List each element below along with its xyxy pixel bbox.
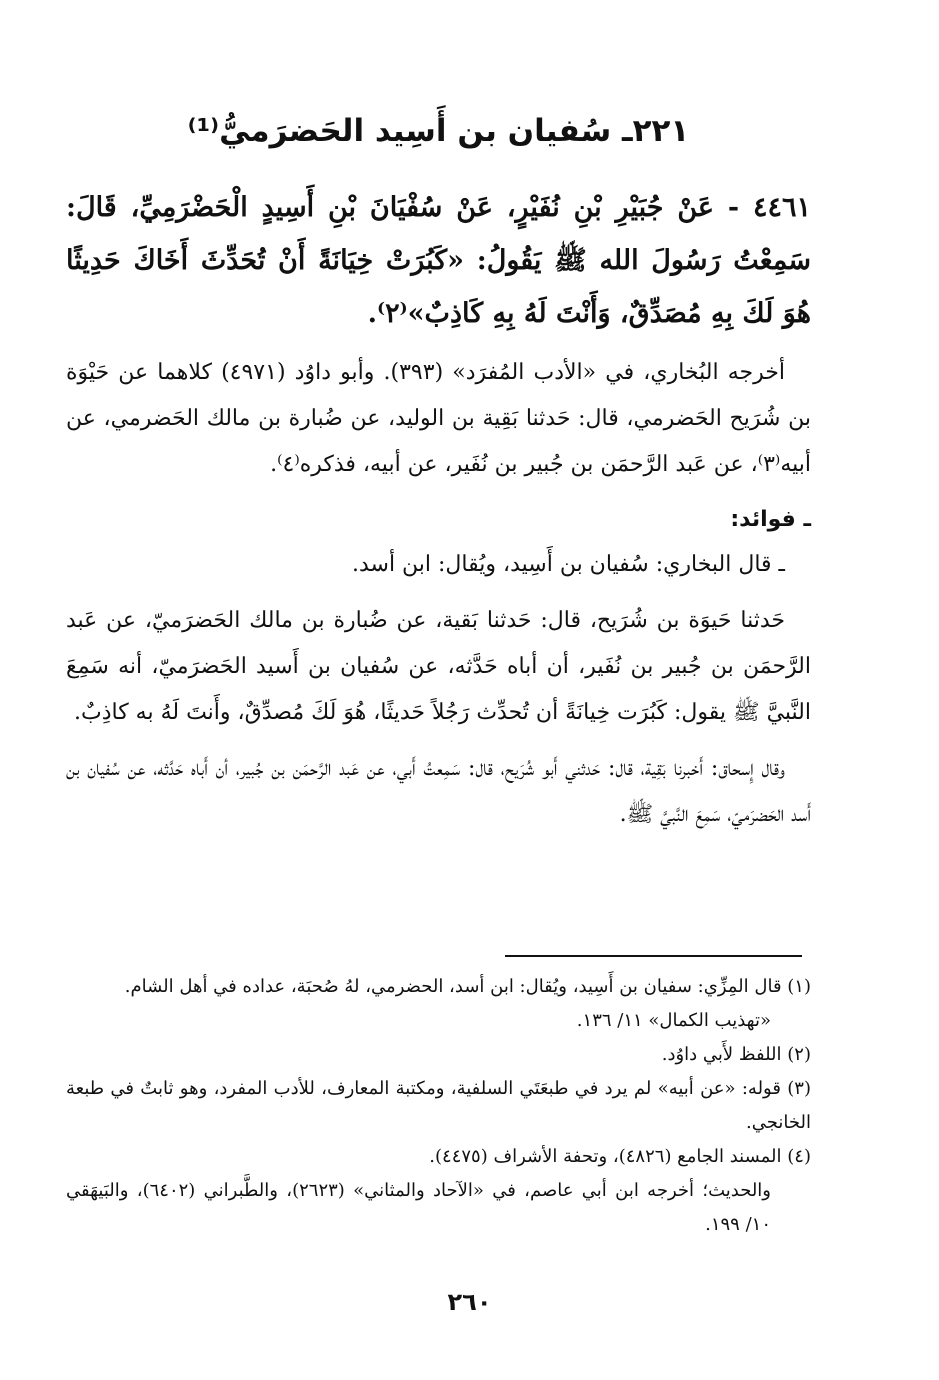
footnote-3: (٣) قوله: «عن أبيه» لم يرد في طبعَتَي السلفية، ومكتبة المعارف، للأدب المفرد، وهو ثابتٌ في طبعة الخانجي. — [66, 1078, 811, 1133]
fawaid-heading: ـ فوائد: — [730, 507, 811, 532]
footnote-divider — [505, 955, 802, 957]
hadith-text — [66, 181, 811, 340]
footnote-1: (١) قال المِزِّي: سفيان بن أَسِيد، ويُقال: ابن أسد، الحضرمي، لهُ صُحبَة، عداده في أهل الشام. — [124, 976, 811, 997]
chapter-title: ٢٢١ـ سُفيان بن أَسِيد الحَضرَميُّ⁽¹⁾ — [187, 113, 690, 149]
footnotes — [66, 970, 811, 1242]
page-number: ٢٦٠ — [447, 1288, 492, 1316]
page-body — [66, 105, 811, 848]
footnote-4: (٤) المسند الجامع (٤٨٢٦)، وتحفة الأشراف (٤٤٧٥). — [429, 1146, 811, 1167]
footnote-2: (٢) اللفظ لأَبي داوُد. — [661, 1044, 811, 1065]
hadith-isnad: ٤٤٦١ - عَنْ جُبَيْرِ بْنِ نُفَيْرٍ، عَنْ سُفْيَانَ بْنِ أَسِيدٍ الْحَضْرَمِيِّ، قَالَ: سَمِعْتُ رَسُولَ الله ﷺ يَقُولُ: — [66, 192, 811, 276]
footnote-4-continuation: والحديث؛ أخرجه ابن أبي عاصم، في «الآحاد والمثاني» (٢٦٢٣)، والطَّبراني (٦٤٠٢)، والبَيهَقي ١٠/ ١٩٩. — [66, 1180, 771, 1235]
footnote-1-source: «تهذيب الكمال» ١١/ ١٣٦. — [576, 1010, 771, 1031]
hadith-matn: «كَبُرَتْ خِيَانَةً أَنْ تُحَدِّثَ أَخَاكَ حَدِيثًا هُوَ لَكَ بِهِ مُصَدِّقٌ، وَأَنْتَ لَهُ بِهِ كَاذِبٌ»⁽٢⁾. — [66, 245, 811, 329]
fawaid-paragraph-3: وقال إِسحاق: أَخبرنا بَقِية، قال: حَدثني أَبو شُرَيح، قال: سَمِعتُ أَبي، عن عَبد الرَّحمَن بن جُبير، أن أَباه حَدَّثه، عن سُفيان بن أَسد الحَضرَميّ، سَمِعَ النَّبيَّ ﷺ. — [66, 756, 811, 827]
fawaid-paragraph-2: حَدثنا حَيوَة بن شُرَيح، قال: حَدثنا بَقية، عن ضُبارة بن مالك الحَضرَميّ، عن عَبد الرَّحمَن بن جُبير بن نُفَير، أن أباه حَدَّثه، عن سُفيان بن أَسيد الحَضرَميّ، أنه سَمِعَ النَّبيَّ ﷺ يقول: كَبُرَت خِيانَةً أن تُحدِّث رَجُلاً حَديثًا، هُوَ لَكَ مُصدِّقٌ، وأَنتَ لَهُ به كاذِبٌ. — [66, 608, 811, 725]
fawaid-paragraph-1: ـ قال البخاري: سُفيان بن أَسِيد، ويُقال: ابن أسد. — [351, 552, 785, 577]
takhrij-paragraph: أخرجه البُخاري، في «الأدب المُفرَد» (٣٩٣). وأبو داوُد (٤٩٧١) كلاهما عن حَيْوَة بن شُرَيح الحَضرمي، قال: حَدثنا بَقِية بن الوليد، عن ضُبارة بن مالك الحَضرمي، عن أبيه⁽٣⁾، عن عَبد الرَّحمَن بن جُبير بن نُفَير، عن أبيه، فذكره⁽٤⁾. — [66, 360, 811, 477]
